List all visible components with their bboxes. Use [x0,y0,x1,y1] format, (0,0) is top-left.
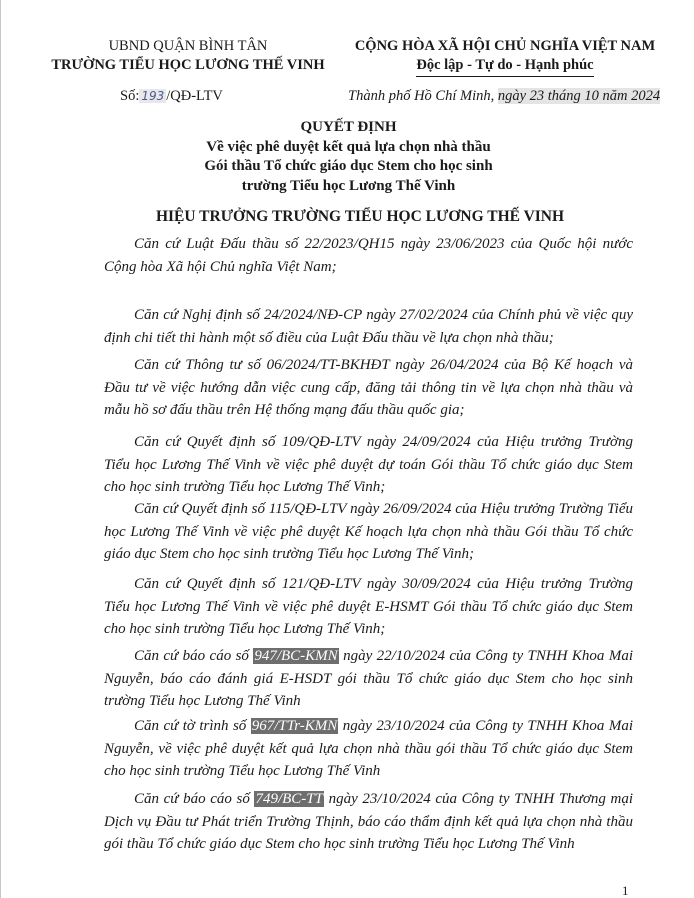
legal-basis-paragraph: Căn cứ Quyết định số 121/QĐ-LTV ngày 30/09/2024 của Hiệu trưởng Trường Tiểu học Lương Thế Vinh về việc phê duyệt E-HSMT Gói thầu Tổ chức giáo dục Stem cho học sinh trường Tiểu học Lương Thế Vinh; [104,576,633,637]
place-and-date [348,87,660,106]
legal-basis-paragraph [104,645,633,713]
paragraph-text: Căn cứ báo cáo số [134,791,255,807]
highlighted-reference: 967/TTr-KMN [251,718,338,734]
authority-name: UBND QUẬN BÌNH TÂN [108,38,268,54]
legal-basis-paragraph [104,788,633,856]
paragraph-text: Căn cứ báo cáo số [134,648,254,664]
legal-basis-paragraph [104,715,633,783]
national-motto: Độc lập - Tự do - Hạnh phúc [416,56,593,77]
legal-basis-paragraph: Căn cứ Quyết định số 109/QĐ-LTV ngày 24/09/2024 của Hiệu trưởng Trường Tiểu học Lương Thế Vinh về việc phê duyệt dự toán Gói thầu Tổ chức giáo dục Stem cho học sinh trường Tiểu học Lương Thế Vinh; [104,434,633,495]
decision-title [100,118,597,196]
paragraph-text: ngày 23/10/2024 của Công ty TNHH Khoa Mai Nguyễn, về việc phê duyệt kết quả lựa chọn nhà thầu gói thầu Tổ chức giáo dục Stem cho học sinh trường Tiểu học Lương Thế Vinh [104,718,633,779]
doc-number-prefix: Số: [120,88,140,104]
legal-basis-paragraph: Căn cứ Thông tư số 06/2024/TT-BKHĐT ngày 26/04/2024 của Bộ Kế hoạch và Đầu tư về việc hướng dẫn việc cung cấp, đăng tải thông tin về lựa chọn nhà thầu và mẫu hồ sơ đấu thầu trên Hệ thống mạng đấu thầu quốc gia; [104,357,633,418]
document-number [120,87,223,106]
paragraph-text: ngày 22/10/2024 của Công ty TNHH Khoa Mai Nguyễn, báo cáo đánh giá E-HSDT gói thầu Tổ chức giáo dục Stem cho học sinh trường Tiểu học Lương Thế Vinh [104,648,633,709]
decision-subject-line-2: Gói thầu Tổ chức giáo dục Stem cho học sinh [204,158,493,174]
paragraph-text: Căn cứ tờ trình số [134,718,251,734]
legal-basis-paragraph: Căn cứ Quyết định số 115/QĐ-LTV ngày 26/09/2024 của Hiệu trưởng Trường Tiểu học Lương Thế Vinh về việc phê duyệt Kế hoạch lựa chọn nhà thầu Gói thầu Tổ chức giáo dục Stem cho học sinh trường Tiểu học Lương Thế Vinh; [104,501,633,562]
legal-basis-paragraph: Căn cứ Nghị định số 24/2024/NĐ-CP ngày 27/02/2024 của Chính phủ về việc quy định chi tiết thi hành một số điều của Luật Đấu thầu về lựa chọn nhà thầu; [104,307,633,346]
handwritten-number: 193 [141,89,165,103]
issue-date: ngày 23 tháng 10 năm 2024 [497,88,661,104]
decision-subject-line-1: Về việc phê duyệt kết quả lựa chọn nhà thầu [206,138,491,155]
place: Thành phố Hồ Chí Minh, [348,88,498,104]
page-number: 1 [622,883,629,898]
principal-heading: HIỆU TRƯỞNG TRƯỜNG TIỂU HỌC LƯƠNG THẾ VINH [155,208,565,225]
national-header [340,37,670,77]
legal-basis-paragraph: Căn cứ Luật Đấu thầu số 22/2023/QH15 ngày 23/06/2023 của Quốc hội nước Cộng hòa Xã hội Chủ nghĩa Việt Nam; [104,236,633,275]
issuer-header [48,37,328,75]
highlighted-reference: 947/BC-KMN [254,648,338,664]
decision-heading: QUYẾT ĐỊNH [300,119,397,135]
nation-name: CỘNG HÒA XÃ HỘI CHỦ NGHĨA VIỆT NAM [354,38,656,54]
paragraph-text: ngày 23/10/2024 của Công ty TNHH Thương mại Dịch vụ Đầu tư Phát triển Trường Thịnh, báo cáo thẩm định kết quả lựa chọn nhà thầu gói thầu Tổ chức giáo dục Stem cho học sinh trường Tiểu học Lương Thế Vinh [104,791,633,852]
highlighted-reference: 749/BC-TT [255,791,323,807]
decision-subject-line-3: trường Tiểu học Lương Thế Vinh [241,177,456,194]
school-name: TRƯỜNG TIỂU HỌC LƯƠNG THẾ VINH [51,57,325,73]
doc-number-suffix: /QĐ-LTV [166,88,223,104]
